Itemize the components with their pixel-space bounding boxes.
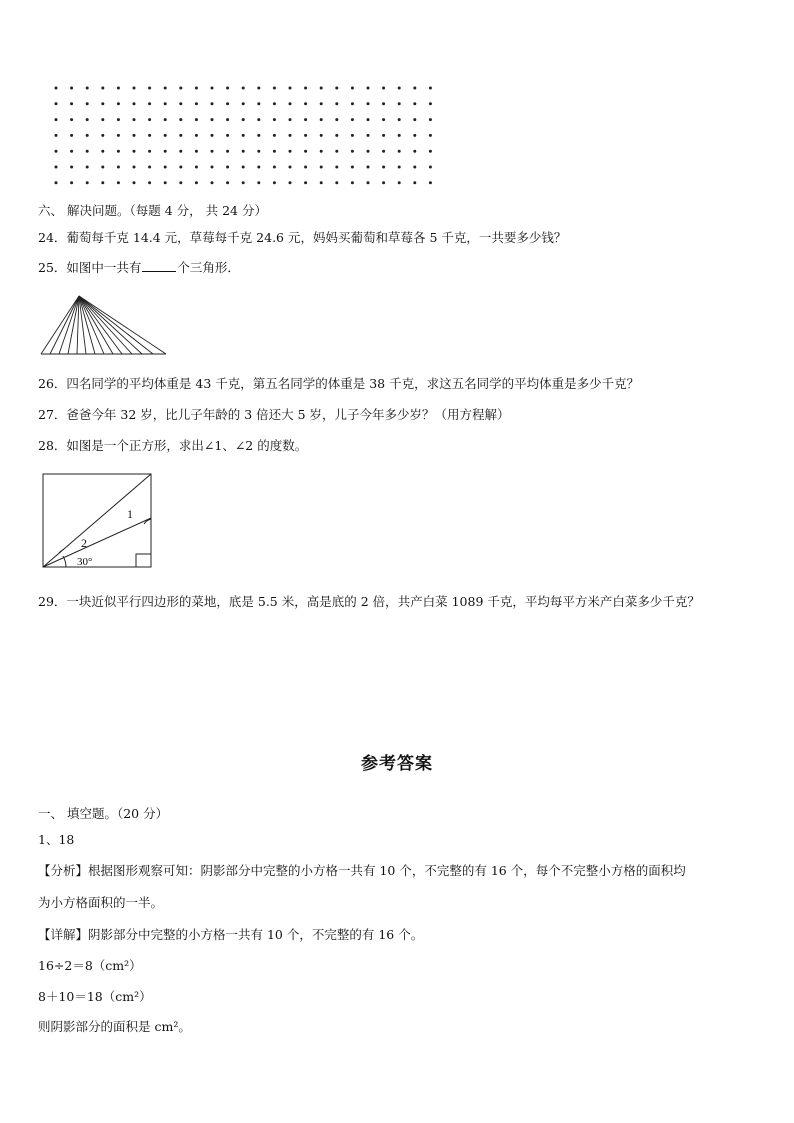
grid-dot xyxy=(429,166,432,169)
question-24: 24．葡萄每千克 14.4 元，草莓每千克 24.6 元，妈妈买葡萄和草莓各 5 千克，一共要多少钱？ xyxy=(38,230,567,245)
grid-dot xyxy=(55,118,58,121)
grid-dot xyxy=(133,150,136,153)
grid-dot xyxy=(382,166,385,169)
grid-dot xyxy=(148,102,151,105)
answers-section-1-heading: 一、 填空题。（20 分） xyxy=(38,806,169,821)
grid-dot xyxy=(211,118,214,121)
grid-dot xyxy=(413,118,416,121)
grid-dot xyxy=(413,166,416,169)
grid-dot xyxy=(429,102,432,105)
grid-dot xyxy=(179,166,182,169)
grid-dot xyxy=(70,118,73,121)
grid-dot xyxy=(304,102,307,105)
grid-dot xyxy=(211,181,214,184)
grid-dot xyxy=(289,150,292,153)
grid-dot xyxy=(133,118,136,121)
grid-dot xyxy=(273,150,276,153)
grid-dot xyxy=(382,134,385,137)
grid-dot xyxy=(226,150,229,153)
grid-dot xyxy=(413,87,416,90)
grid-dot xyxy=(117,150,120,153)
grid-dot xyxy=(179,181,182,184)
question-28: 28．如图是一个正方形，求出∠1、∠2 的度数。 xyxy=(38,438,308,453)
grid-dot xyxy=(70,134,73,137)
grid-dot xyxy=(351,102,354,105)
grid-dot xyxy=(101,118,104,121)
grid-dot xyxy=(289,102,292,105)
grid-dot xyxy=(320,166,323,169)
grid-dot xyxy=(195,166,198,169)
section-6-heading: 六、 解决问题。（每题 4 分， 共 24 分） xyxy=(38,203,267,218)
grid-dot xyxy=(133,166,136,169)
answer-1-calc-2: 8＋10＝18（cm²） xyxy=(38,989,152,1004)
grid-dot xyxy=(195,181,198,184)
grid-dot xyxy=(335,102,338,105)
grid-dot xyxy=(367,166,370,169)
grid-dot xyxy=(351,134,354,137)
square-angle-figure xyxy=(40,472,154,570)
grid-dot xyxy=(55,102,58,105)
grid-dot xyxy=(117,166,120,169)
grid-dot xyxy=(242,166,245,169)
grid-dot xyxy=(133,87,136,90)
grid-dot xyxy=(148,118,151,121)
grid-dot xyxy=(226,118,229,121)
grid-dot xyxy=(320,87,323,90)
grid-dot xyxy=(55,134,58,137)
grid-dot xyxy=(304,87,307,90)
grid-dot xyxy=(195,87,198,90)
grid-dot xyxy=(351,150,354,153)
grid-dot xyxy=(164,150,167,153)
question-26: 26．四名同学的平均体重是 43 千克，第五名同学的体重是 38 千克，求这五名同学的平均体重是多少千克？ xyxy=(38,376,640,391)
grid-dot xyxy=(164,134,167,137)
grid-dot xyxy=(429,118,432,121)
grid-dot xyxy=(179,150,182,153)
grid-dot xyxy=(289,134,292,137)
grid-dot xyxy=(351,181,354,184)
grid-dot xyxy=(304,181,307,184)
grid-dot xyxy=(226,102,229,105)
angle-1-label: 1 xyxy=(127,507,133,521)
grid-dot xyxy=(413,134,416,137)
fan-ray xyxy=(79,296,142,354)
grid-dot xyxy=(117,87,120,90)
question-25-text-after: 个三角形． xyxy=(177,260,240,275)
grid-dot xyxy=(117,102,120,105)
grid-dot xyxy=(226,166,229,169)
grid-dot xyxy=(257,181,260,184)
grid-dot xyxy=(304,150,307,153)
grid-dot xyxy=(70,102,73,105)
grid-dot xyxy=(148,150,151,153)
grid-dot xyxy=(398,181,401,184)
grid-dot xyxy=(257,150,260,153)
grid-dot xyxy=(242,102,245,105)
grid-dot xyxy=(257,87,260,90)
grid-dot xyxy=(273,134,276,137)
grid-dot xyxy=(289,87,292,90)
answer-1-detail: 【详解】阴影部分中完整的小方格一共有 10 个，不完整的有 16 个。 xyxy=(38,927,424,942)
angle-2-label: 2 xyxy=(81,536,87,550)
grid-dot xyxy=(413,181,416,184)
grid-dot xyxy=(70,150,73,153)
grid-dot xyxy=(351,166,354,169)
grid-dot xyxy=(335,134,338,137)
inner-ray-line xyxy=(43,518,151,567)
grid-dot xyxy=(86,134,89,137)
grid-dot xyxy=(257,134,260,137)
grid-dot xyxy=(226,181,229,184)
grid-dot xyxy=(273,118,276,121)
grid-dot xyxy=(398,102,401,105)
grid-dot xyxy=(367,118,370,121)
grid-dot xyxy=(398,134,401,137)
grid-dot xyxy=(101,181,104,184)
grid-dot xyxy=(398,118,401,121)
grid-dot xyxy=(257,118,260,121)
grid-dot xyxy=(179,134,182,137)
grid-dot xyxy=(70,87,73,90)
grid-dot xyxy=(117,118,120,121)
grid-dot xyxy=(55,181,58,184)
grid-dot xyxy=(273,102,276,105)
grid-dot xyxy=(413,102,416,105)
grid-dot xyxy=(55,150,58,153)
grid-dot xyxy=(195,118,198,121)
grid-dot xyxy=(117,181,120,184)
grid-dot xyxy=(211,102,214,105)
answer-1-conclusion: 则阴影部分的面积是 cm²。 xyxy=(38,1019,191,1034)
grid-dot xyxy=(335,150,338,153)
grid-dot xyxy=(148,166,151,169)
grid-dot xyxy=(242,181,245,184)
grid-dot xyxy=(86,166,89,169)
grid-dot xyxy=(226,87,229,90)
grid-dot xyxy=(133,181,136,184)
grid-dot xyxy=(211,134,214,137)
grid-dot xyxy=(382,118,385,121)
grid-dot xyxy=(242,150,245,153)
grid-dot xyxy=(195,150,198,153)
grid-dot xyxy=(304,118,307,121)
grid-dot xyxy=(86,150,89,153)
question-25-text-before: 25．如图中一共有 xyxy=(38,260,142,275)
answer-1-analysis-line-1: 【分析】根据图形观察可知：阴影部分中完整的小方格一共有 10 个，不完整的有 16 个，每个不完整小方格的面积均 xyxy=(38,863,686,878)
grid-dot xyxy=(164,87,167,90)
grid-dot xyxy=(211,87,214,90)
grid-dot xyxy=(382,87,385,90)
grid-dot xyxy=(289,166,292,169)
grid-dot xyxy=(148,181,151,184)
grid-dot xyxy=(55,87,58,90)
angle-2-arc xyxy=(59,549,64,553)
grid-dot xyxy=(367,87,370,90)
grid-dot xyxy=(70,166,73,169)
angle-30-label: 30° xyxy=(77,556,93,568)
grid-dot xyxy=(273,166,276,169)
grid-dot xyxy=(382,181,385,184)
fan-ray xyxy=(79,296,166,354)
grid-dot xyxy=(398,166,401,169)
grid-dot xyxy=(382,150,385,153)
fan-ray xyxy=(79,296,113,354)
grid-dot xyxy=(429,134,432,137)
grid-dot xyxy=(242,134,245,137)
grid-dot xyxy=(101,87,104,90)
grid-dot xyxy=(86,87,89,90)
dot-grid-figure xyxy=(48,80,438,192)
grid-dot xyxy=(398,150,401,153)
answer-1-label: 1、18 xyxy=(38,832,75,847)
answer-1-analysis-line-2: 为小方格面积的一半。 xyxy=(38,895,164,910)
grid-dot xyxy=(164,102,167,105)
grid-dot xyxy=(101,134,104,137)
grid-dot xyxy=(367,134,370,137)
grid-dot xyxy=(70,181,73,184)
grid-dot xyxy=(179,102,182,105)
grid-dot xyxy=(320,102,323,105)
grid-dot xyxy=(273,87,276,90)
grid-dot xyxy=(86,181,89,184)
grid-dot xyxy=(195,102,198,105)
grid-dot xyxy=(304,134,307,137)
triangle-fan-figure xyxy=(38,292,170,358)
right-angle-mark xyxy=(136,554,151,567)
grid-dot xyxy=(367,102,370,105)
answer-blank[interactable] xyxy=(142,259,176,272)
grid-dot xyxy=(429,181,432,184)
grid-dot xyxy=(101,150,104,153)
grid-dot xyxy=(148,134,151,137)
grid-dot xyxy=(429,87,432,90)
answer-1-calc-1: 16÷2＝8（cm²） xyxy=(38,958,142,973)
grid-dot xyxy=(211,150,214,153)
fan-ray xyxy=(59,296,79,354)
grid-dot xyxy=(117,134,120,137)
grid-dot xyxy=(195,134,198,137)
grid-dot xyxy=(242,118,245,121)
grid-dot xyxy=(133,102,136,105)
grid-dot xyxy=(86,102,89,105)
grid-dot xyxy=(179,87,182,90)
grid-dot xyxy=(273,181,276,184)
grid-dot xyxy=(382,102,385,105)
grid-dot xyxy=(257,166,260,169)
question-27: 27．爸爸今年 32 岁，比儿子年龄的 3 倍还大 5 岁，儿子今年多少岁？（用方程解） xyxy=(38,407,510,422)
grid-dot xyxy=(86,118,89,121)
grid-dot xyxy=(101,102,104,105)
grid-dot xyxy=(351,118,354,121)
grid-dot xyxy=(320,181,323,184)
grid-dot xyxy=(367,150,370,153)
grid-dot xyxy=(164,166,167,169)
answers-title: 参考答案 xyxy=(361,754,433,774)
grid-dot xyxy=(320,150,323,153)
grid-dot xyxy=(289,118,292,121)
grid-dot xyxy=(211,166,214,169)
grid-dot xyxy=(335,87,338,90)
grid-dot xyxy=(335,118,338,121)
grid-dot xyxy=(320,134,323,137)
question-29: 29．一块近似平行四边形的菜地，底是 5.5 米，高是底的 2 倍，共产白菜 1089 千克，平均每平方米产白菜多少千克？ xyxy=(38,594,700,609)
grid-dot xyxy=(335,166,338,169)
grid-dot xyxy=(55,166,58,169)
grid-dot xyxy=(179,118,182,121)
grid-dot xyxy=(148,87,151,90)
grid-dot xyxy=(367,181,370,184)
grid-dot xyxy=(429,150,432,153)
grid-dot xyxy=(101,166,104,169)
grid-dot xyxy=(164,118,167,121)
fan-ray xyxy=(50,296,79,354)
grid-dot xyxy=(242,87,245,90)
grid-dot xyxy=(351,87,354,90)
grid-dot xyxy=(226,134,229,137)
grid-dot xyxy=(398,87,401,90)
grid-dot xyxy=(133,134,136,137)
grid-dot xyxy=(335,181,338,184)
grid-dot xyxy=(304,166,307,169)
grid-dot xyxy=(320,118,323,121)
grid-dot xyxy=(257,102,260,105)
grid-dot xyxy=(289,181,292,184)
question-25 xyxy=(38,259,240,275)
grid-dot xyxy=(164,181,167,184)
grid-dot xyxy=(413,150,416,153)
